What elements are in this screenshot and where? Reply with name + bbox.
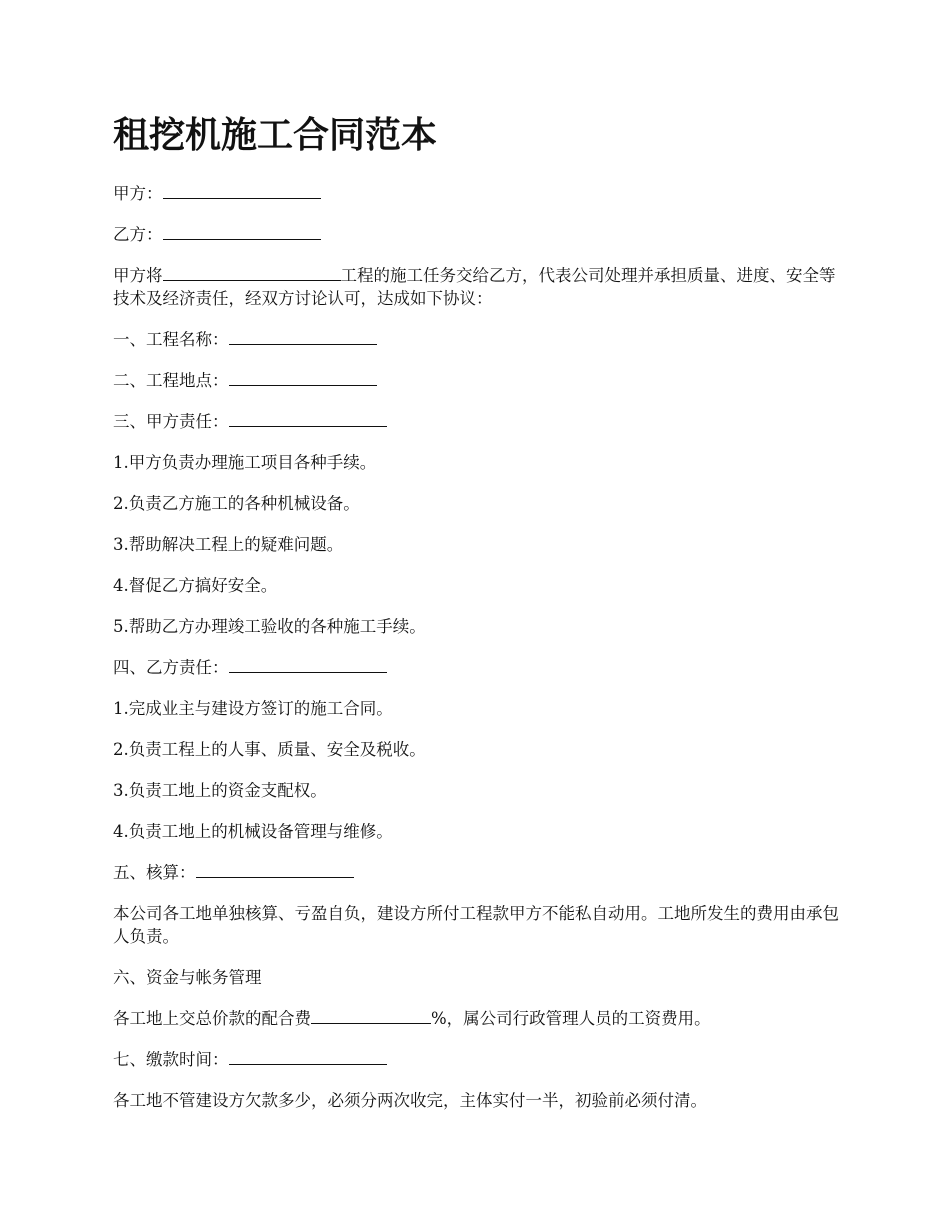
section-5 (113, 861, 840, 884)
list-item: 3.帮助解决工程上的疑难问题。 (113, 535, 344, 554)
section-4 (113, 656, 840, 679)
section-2-label: 二、工程地点： (113, 371, 229, 390)
accounting-blank (196, 863, 354, 878)
section-1 (113, 328, 840, 351)
intro-after: 工程的施工任务交给乙方，代表公司处理并承担质量、进度、安全等技术及经济责任，经双方讨论认可，达成如下协议： (113, 266, 836, 308)
party-a-line (113, 182, 840, 205)
document-title: 租挖机施工合同范本 (113, 115, 438, 156)
list-item: 4.负责工地上的机械设备管理与维修。 (113, 822, 393, 841)
project-blank (163, 266, 341, 281)
project-location-blank (229, 371, 377, 386)
party-b-duty-blank (229, 658, 387, 673)
list-item: 5.帮助乙方办理竣工验收的各种施工手续。 (113, 617, 426, 636)
section-6: 六、资金与帐务管理 (113, 968, 262, 987)
project-name-blank (229, 330, 377, 345)
party-a-duty-blank (229, 412, 387, 427)
party-b-blank (163, 225, 321, 240)
section-7-label: 七、缴款时间： (113, 1050, 229, 1069)
section-6-text (113, 1007, 840, 1030)
intro-before: 甲方将 (113, 266, 163, 285)
section-2 (113, 369, 840, 392)
section-6-after: %，属公司行政管理人员的工资费用。 (431, 1009, 711, 1028)
party-b-label: 乙方： (113, 225, 163, 244)
list-item: 3.负责工地上的资金支配权。 (113, 781, 327, 800)
list-item: 2.负责工程上的人事、质量、安全及税收。 (113, 740, 426, 759)
list-item: 2.负责乙方施工的各种机械设备。 (113, 494, 360, 513)
fee-percent-blank (311, 1009, 431, 1024)
section-1-label: 一、工程名称： (113, 330, 229, 349)
party-b-line (113, 223, 840, 246)
list-item: 1.完成业主与建设方签订的施工合同。 (113, 699, 393, 718)
list-item: 4.督促乙方搞好安全。 (113, 576, 278, 595)
party-a-label: 甲方： (113, 184, 163, 203)
party-a-blank (163, 184, 321, 199)
list-item: 1.甲方负责办理施工项目各种手续。 (113, 453, 377, 472)
section-5-text: 本公司各工地单独核算、亏盈自负，建设方所付工程款甲方不能私自动用。工地所发生的费用由承包人负责。 (113, 904, 839, 946)
intro-paragraph (113, 264, 840, 310)
section-7-text: 各工地不管建设方欠款多少，必须分两次收完，主体实付一半，初验前必须付清。 (113, 1091, 707, 1110)
section-7 (113, 1048, 840, 1071)
section-5-label: 五、核算： (113, 863, 196, 882)
section-4-label: 四、乙方责任： (113, 658, 229, 677)
section-3-label: 三、甲方责任： (113, 412, 229, 431)
section-3 (113, 410, 840, 433)
section-6-before: 各工地上交总价款的配合费 (113, 1009, 311, 1028)
payment-time-blank (229, 1050, 387, 1065)
